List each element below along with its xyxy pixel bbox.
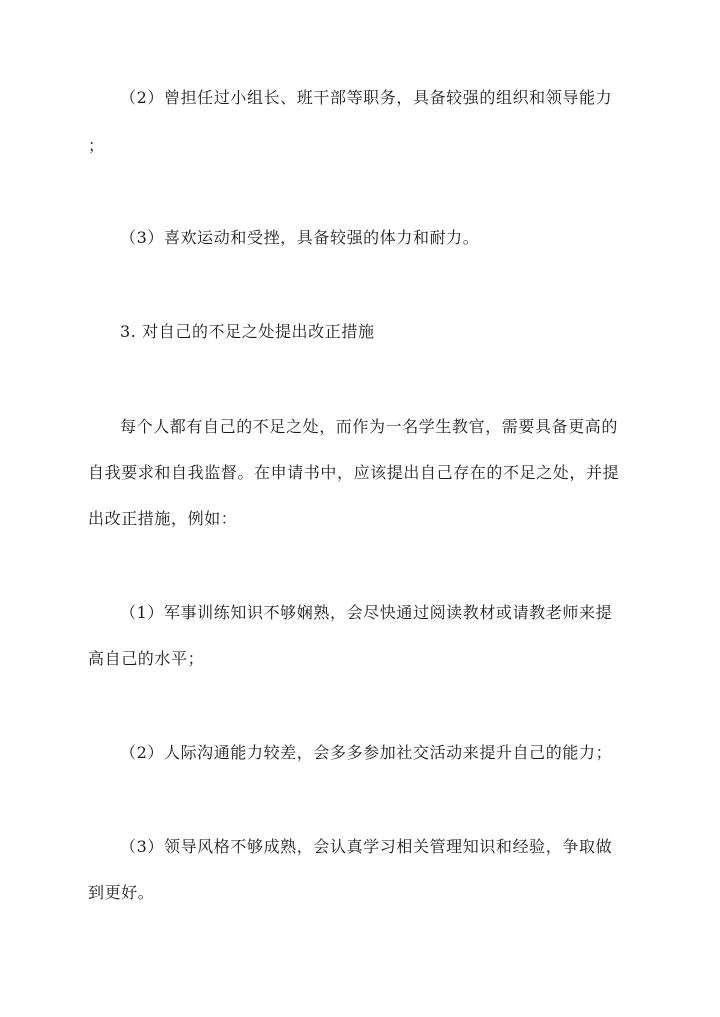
text-line: 出改正措施，例如： xyxy=(88,509,238,528)
text-line: ； xyxy=(88,136,105,155)
text-line: 高自己的水平； xyxy=(88,649,205,668)
text-line: 到更好。 xyxy=(88,883,155,902)
section-heading: 3. 对自己的不足之处提出改正措施 xyxy=(120,322,375,341)
text-line: 每个人都有自己的不足之处，而作为一名学生教官，需要具备更高的 xyxy=(120,417,619,436)
text-line: （1）军事训练知识不够娴熟，会尽快通过阅读教材或请教老师来提 xyxy=(120,603,613,622)
text-line: （2）人际沟通能力较差，会多多参加社交活动来提升自己的能力； xyxy=(120,743,613,762)
text-line: （3）领导风格不够成熟，会认真学习相关管理知识和经验，争取做 xyxy=(120,837,613,856)
text-line: （3）喜欢运动和受挫，具备较强的体力和耐力。 xyxy=(120,228,480,247)
text-line: 自我要求和自我监督。在申请书中，应该提出自己存在的不足之处，并提 xyxy=(88,463,620,482)
text-line: （2）曾担任过小组长、班干部等职务，具备较强的组织和领导能力 xyxy=(120,88,613,107)
